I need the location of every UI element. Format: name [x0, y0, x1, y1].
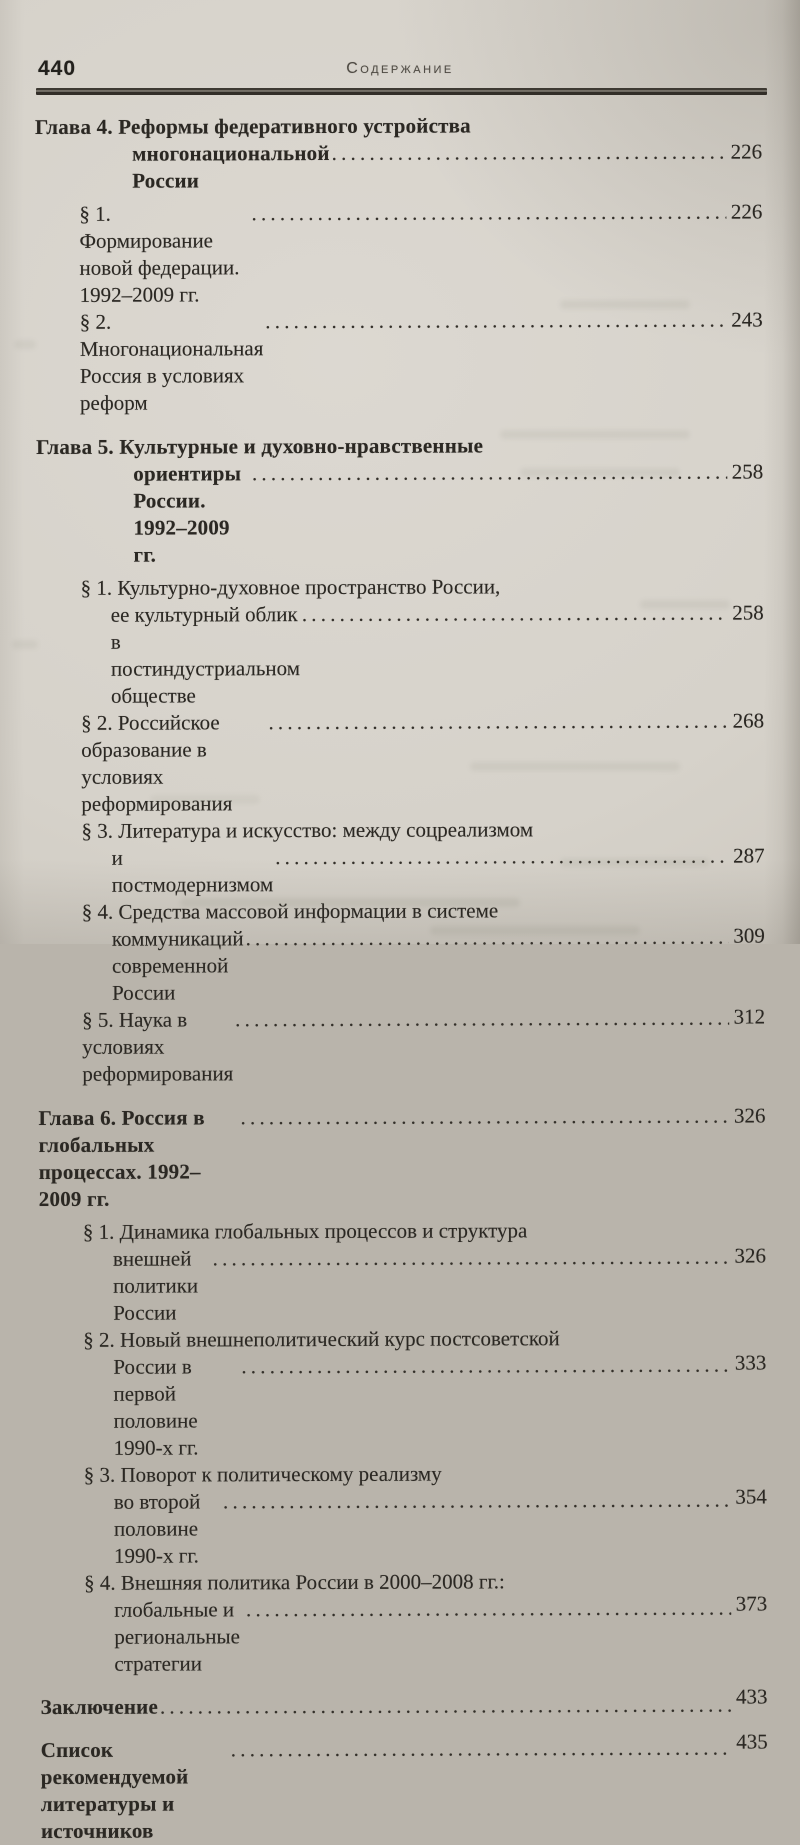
toc-entry-text: глобальные и региональные стратегии — [114, 1597, 246, 1676]
toc-line — [79, 198, 762, 308]
toc-entry-text: § 3. Литература и искусство: между соцреализмом — [81, 817, 534, 843]
dot-leader — [229, 1735, 732, 1764]
toc-entry-text: § 4. Средства массовой информации в системе — [81, 898, 499, 924]
toc-entry-text: Глава 6. Россия в глобальных процессах. 1992–2009 гг. — [38, 1105, 211, 1211]
dot-leader — [221, 1487, 731, 1516]
toc-entry — [39, 1324, 766, 1462]
dot-leader — [238, 1103, 729, 1132]
dot-leader — [266, 708, 728, 737]
toc-page-number: 268 — [732, 708, 765, 733]
toc-entry-text: Заключение — [40, 1694, 164, 1719]
toc-page-number: 326 — [734, 1243, 767, 1268]
toc-line — [83, 1324, 766, 1353]
dot-leader — [244, 924, 729, 953]
toc-line — [40, 1729, 768, 1845]
toc-line — [112, 842, 765, 898]
toc-entry — [36, 306, 763, 417]
toc-chapter-entry — [38, 1102, 765, 1213]
page-number-folio: 440 — [38, 57, 77, 80]
toc-entry-text: многонациональной России — [132, 140, 336, 193]
toc-line — [36, 431, 763, 461]
toc-line — [132, 138, 762, 194]
toc-page-number: 287 — [733, 843, 765, 868]
toc-line — [83, 1216, 766, 1245]
toc-page-number: 312 — [733, 1004, 766, 1029]
toc-entry-text: § 1. Динамика глобальных процессов и структура — [82, 1218, 528, 1244]
toc-line — [114, 1591, 768, 1677]
dot-leader — [158, 1692, 732, 1721]
toc-entry-text: § 5. Наука в условиях реформирования — [82, 1007, 239, 1086]
toc-entry-text: § 4. Внешняя политика России в 2000–2008 гг.: — [84, 1569, 505, 1595]
table-of-contents — [35, 111, 768, 1845]
toc-entry — [35, 198, 762, 309]
toc-page-number: 243 — [731, 307, 763, 332]
toc-entry-text: коммуникаций современной России — [111, 926, 249, 1005]
toc-entry-text: § 2. Новый внешнеполитический курс постсоветской — [83, 1326, 560, 1352]
toc-page-number: 373 — [735, 1591, 768, 1616]
dot-leader — [239, 1352, 730, 1381]
toc-line — [40, 1684, 768, 1721]
toc-line — [81, 815, 764, 844]
toc-entry-text: § 2. Многонациональная Россия в условиях реформ — [79, 309, 269, 415]
toc-line — [81, 572, 764, 601]
toc-page-number: 433 — [735, 1684, 768, 1709]
toc-entry — [40, 1729, 768, 1845]
toc-entry — [40, 1684, 768, 1721]
dot-leader — [249, 199, 726, 228]
running-head-title: Содержание — [346, 60, 454, 77]
toc-line — [113, 1351, 766, 1461]
toc-line — [81, 707, 764, 817]
toc-entry-text: и постмодернизмом — [111, 845, 279, 897]
bleedthrough-smudge — [14, 340, 36, 349]
toc-line — [38, 1102, 765, 1213]
toc-entry-text: Глава 4. Реформы федеративного устройства — [34, 113, 471, 140]
toc-line — [113, 1243, 766, 1326]
toc-line — [114, 1486, 767, 1569]
toc-entry-text: Глава 5. Культурные и духовно-нравственные — [36, 433, 484, 460]
toc-line — [84, 1567, 767, 1596]
toc-entry-text: § 2. Российское образование в условиях реформирования — [81, 710, 238, 816]
toc-page-number: 258 — [731, 459, 764, 484]
toc-entry-text: России в первой половине 1990-х гг. — [113, 1354, 204, 1460]
toc-entry — [38, 1004, 765, 1088]
toc-entry-text: § 3. Поворот к политическому реализму — [83, 1461, 442, 1487]
toc-page-number: 354 — [735, 1484, 767, 1509]
toc-entry — [37, 572, 764, 710]
toc-entry — [38, 896, 765, 1007]
dot-leader — [263, 307, 727, 336]
toc-entry — [40, 1459, 767, 1570]
toc-line — [133, 458, 763, 568]
toc-page-number: 333 — [734, 1350, 767, 1375]
toc-line — [82, 896, 765, 925]
toc-entry-text: ее культурный облик в постиндустриальном обществе — [110, 602, 306, 708]
toc-page-number: 226 — [730, 199, 763, 224]
toc-line — [111, 599, 764, 709]
toc-entry-text: Список рекомендуемой литературы и источников — [40, 1737, 194, 1843]
toc-entry — [39, 1216, 766, 1327]
toc-entry-text: во второй половине 1990-х гг. — [113, 1489, 206, 1568]
toc-chapter-entry — [35, 111, 762, 195]
toc-line — [84, 1459, 767, 1488]
toc-entry-text: внешней политики России — [112, 1246, 204, 1325]
bleedthrough-smudge — [12, 640, 38, 649]
toc-entry-text: ориентиры России. 1992–2009 гг. — [133, 461, 247, 567]
toc-entry — [37, 815, 764, 899]
toc-page-number: 258 — [732, 600, 764, 625]
dot-leader — [300, 600, 728, 628]
toc-line — [112, 923, 765, 1006]
dot-leader — [273, 843, 728, 872]
toc-entry — [37, 707, 764, 818]
toc-entry-text: § 1. Формирование новой федерации. 1992–2009 гг. — [79, 201, 245, 307]
toc-chapter-entry — [36, 431, 763, 569]
toc-line — [80, 306, 763, 416]
toc-line — [82, 1004, 765, 1087]
toc-page-number: 309 — [733, 923, 765, 948]
toc-page-number: 226 — [730, 139, 763, 164]
dot-leader — [250, 459, 727, 488]
toc-entry — [40, 1567, 767, 1678]
toc-page-number: 326 — [733, 1103, 766, 1128]
dot-leader — [244, 1595, 731, 1624]
dot-leader — [233, 1005, 729, 1034]
toc-page-number: 435 — [736, 1729, 768, 1754]
toc-line — [35, 111, 762, 141]
dot-leader — [211, 1244, 730, 1273]
header-rule — [36, 88, 767, 95]
toc-entry-text: § 1. Культурно-духовное пространство России, — [80, 574, 501, 600]
dot-leader — [330, 139, 727, 167]
